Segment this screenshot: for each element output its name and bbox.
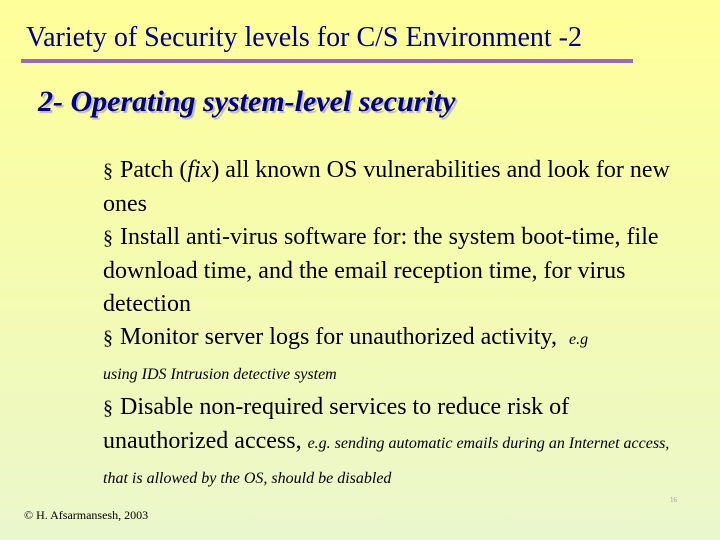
footer-copyright: © H. Afsarmansesh, 2003 (24, 508, 149, 522)
bullet-note: e.g. sending automatic emails during an Internet access, that is allowed by the OS, should be disabled (103, 435, 670, 487)
title-underline (21, 59, 633, 63)
bullet-icon: § (103, 160, 113, 182)
bullet-text: Patch ( (120, 157, 188, 183)
bullet-text: Monitor server logs for unauthorized activity, (120, 324, 557, 350)
bullet-text: ) all known OS vulnerabilities and look for new ones (103, 157, 670, 217)
bullet-note: using IDS Intrusion detective system (103, 366, 337, 383)
bullet-note: e.g (569, 331, 589, 348)
bullet-icon: § (103, 227, 113, 249)
bullet-item (103, 391, 688, 495)
bullet-item (103, 221, 688, 321)
bullet-text: Install anti-virus software for: the system boot-time, file download time, and the email reception time, for virus detection (103, 224, 659, 317)
bullet-list (103, 154, 688, 495)
bullet-icon: § (103, 397, 113, 419)
bullet-item (103, 321, 688, 391)
bullet-item (103, 154, 688, 221)
section-subtitle: 2- Operating system-level security (38, 85, 456, 118)
slide-title: Variety of Security levels for C/S Environment -2 (26, 22, 582, 53)
bullet-icon: § (103, 327, 113, 349)
bullet-text: Disable non-required services to reduce risk of unauthorized access, (103, 394, 570, 454)
page-number: 16 (670, 496, 677, 504)
bullet-text-italic: fix (187, 157, 212, 183)
